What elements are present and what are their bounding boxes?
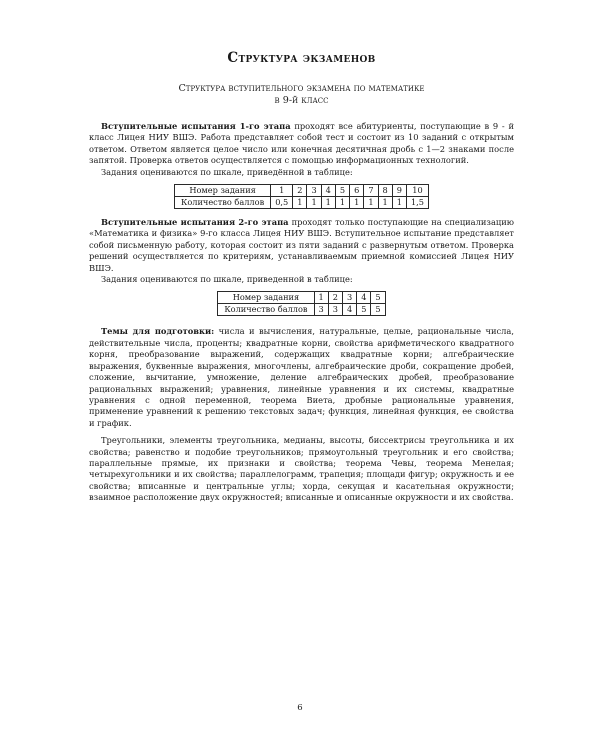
- task-number-cell: 5: [371, 292, 385, 304]
- points-cell: 1: [321, 197, 335, 209]
- points-cell: 1: [378, 197, 392, 209]
- row-label: Номер задания: [174, 185, 270, 197]
- task-number-cell: 3: [342, 292, 356, 304]
- points-cell: 1: [392, 197, 406, 209]
- table-row-points: [218, 304, 385, 316]
- stage2-score-table: [217, 291, 385, 316]
- points-cell: 3: [328, 304, 342, 316]
- points-cell: 0,5: [271, 197, 293, 209]
- subtitle-line-2: в 9-й класс: [274, 95, 329, 106]
- points-cell: 1: [335, 197, 349, 209]
- row-label: Количество баллов: [218, 304, 314, 316]
- task-number-cell: 6: [350, 185, 364, 197]
- task-number-cell: 3: [307, 185, 321, 197]
- task-number-cell: 7: [364, 185, 378, 197]
- task-number-cell: 8: [378, 185, 392, 197]
- points-cell: 1: [307, 197, 321, 209]
- task-number-cell: 10: [406, 185, 428, 197]
- topics-paragraph: [89, 326, 514, 429]
- table-row-points: [174, 197, 428, 209]
- points-cell: 4: [342, 304, 356, 316]
- stage2-heading: Вступительные испытания 2-го этапа: [101, 217, 289, 228]
- points-cell: 5: [371, 304, 385, 316]
- task-number-cell: 5: [335, 185, 349, 197]
- points-cell: 5: [357, 304, 371, 316]
- points-cell: 1: [293, 197, 307, 209]
- task-number-cell: 4: [357, 292, 371, 304]
- topics-heading: Темы для подготовки:: [101, 326, 215, 337]
- points-cell: 1: [350, 197, 364, 209]
- subtitle: [89, 83, 514, 107]
- task-number-cell: 1: [314, 292, 328, 304]
- task-number-cell: 9: [392, 185, 406, 197]
- stage1-paragraph: [89, 121, 514, 167]
- stage1-heading: Вступительные испытания 1-го этапа: [101, 121, 291, 131]
- task-number-cell: 2: [293, 185, 307, 197]
- stage1-score-table: [174, 184, 429, 209]
- topics-geometry: Треугольники, элементы треугольника, медианы, высоты, биссектрисы треугольника и их свойства; равенство и подобие треугольников; прямоугольный треугольник и его свойства; параллельные прямые, их признаки и свойства; теорема Чевы, теорема Менелая; четырехугольники и их свойства; параллелограмм, трапеция; площади фигур; окружность и ее свойства; вписанные и центральные углы; хорда, секущая и касательная окружности; взаимное расположение двух окружностей; вписанные и описанные окружности и их свойства.: [89, 435, 514, 503]
- table-row-numbers: [174, 185, 428, 197]
- task-number-cell: 4: [321, 185, 335, 197]
- task-number-cell: 2: [328, 292, 342, 304]
- row-label: Номер задания: [218, 292, 314, 304]
- table-row-numbers: [218, 292, 385, 304]
- stage1-scale-intro: Задания оцениваются по шкале, приведённой в таблице:: [101, 166, 353, 177]
- points-cell: 1,5: [406, 197, 428, 209]
- stage2-text: проходят только поступающие на специализацию «Математика и физика» 9-го класса Лицея НИУ ВШЭ. Вступительное испытание представляет собой письменную работу, которая состоит из пяти заданий с развернутым ответом. Проверка решений осуществляется по критериям, устанавливаемым приемной комиссией Лицея НИУ ВШЭ.: [89, 217, 514, 273]
- subtitle-line-1: Структура вступительного экзамена по математике: [178, 83, 425, 94]
- stage2-paragraph: [89, 217, 514, 274]
- task-number-cell: 1: [271, 185, 293, 197]
- points-cell: 1: [364, 197, 378, 209]
- page-number: 6: [297, 703, 303, 713]
- page-title: Структура экзаменов: [227, 50, 376, 66]
- topics-algebra: числа и вычисления, натуральные, целые, рациональные числа, действительные числа, проценты; квадратные корни, свойства арифметического квадратного корня, преобразование выражений, содержащих квадратные корни; алгебраические выражения, буквенные выражения, многочлены, алгебраические дроби, сокращение дробей, сложение, вычитание, умножение, деление алгебраических дробей, преобразование рациональных выражений; уравнения, линейные уравнения и их системы, квадратные уравнения с одной переменной, теорема Виета, дробные рациональные уравнения, применение уравнений к решению текстовых задач; функция, линейная функция, ее свойства и график.: [89, 326, 514, 428]
- document-page: [89, 40, 514, 504]
- stage1-text: проходят все абитуриенты, поступающие в 9 - й класс Лицея НИУ ВШЭ. Работа представляет собой тест и состоит из 10 заданий с открытым ответом. Ответом является целое число или конечная десятичная дробь с 1—2 знаками после запятой. Проверка ответов осуществляется с помощью информационных технологий.: [89, 121, 514, 166]
- row-label: Количество баллов: [174, 197, 270, 209]
- stage2-scale-intro: Задания оцениваются по шкале, приведенной в таблице:: [101, 274, 353, 285]
- points-cell: 3: [314, 304, 328, 316]
